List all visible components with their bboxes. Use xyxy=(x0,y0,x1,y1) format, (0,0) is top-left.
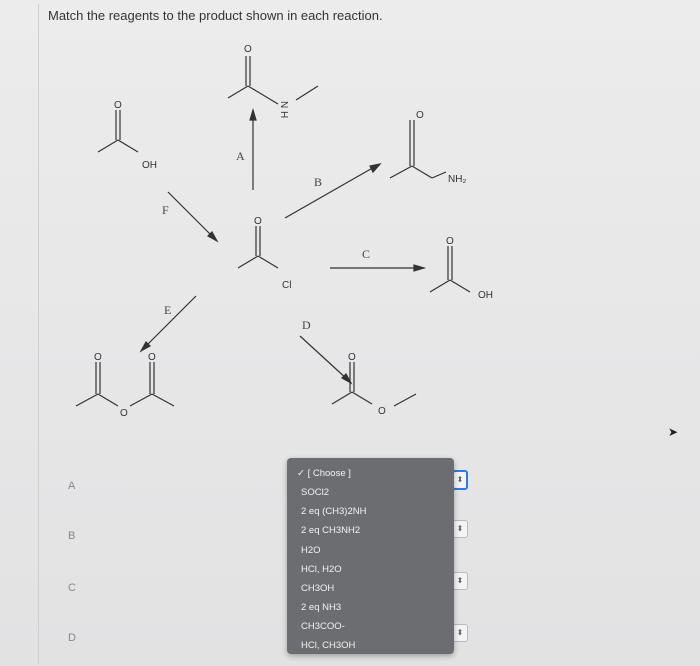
updown-icon: ⬍ xyxy=(456,524,464,533)
dropdown-option-methylamine[interactable]: 2 eq CH3NH2 xyxy=(301,525,361,536)
arrow-label-c: C xyxy=(362,247,371,261)
updown-icon: ⬍ xyxy=(456,628,464,637)
arrow-d xyxy=(300,318,351,383)
arrow-a xyxy=(236,110,256,190)
pointer-cursor-icon: ➤ xyxy=(668,425,679,439)
dropdown-option-dimethylamine[interactable]: 2 eq (CH3)2NH xyxy=(301,506,367,517)
reagent-select-a[interactable] xyxy=(452,470,468,490)
acid-right-o-label: O xyxy=(446,236,454,247)
acetic-acid-structure xyxy=(98,100,157,171)
dropdown-option-socl2[interactable]: SOCl2 xyxy=(301,487,329,498)
arrow-b xyxy=(285,164,380,218)
row-label-a: A xyxy=(68,480,76,492)
arrow-label-d: D xyxy=(302,318,311,332)
acetyl-chloride-structure xyxy=(238,216,291,291)
reagent-dropdown-menu[interactable] xyxy=(287,458,454,654)
dropdown-option-acetate[interactable]: CH3COO- xyxy=(301,621,345,632)
dropdown-option-choose[interactable]: ✓ [ Choose ] xyxy=(297,468,351,479)
ester-o2-label: O xyxy=(378,406,386,417)
updown-icon: ⬍ xyxy=(456,475,464,484)
row-label-c: C xyxy=(68,582,76,594)
acid-oh-label: OH xyxy=(142,160,157,171)
chloride-o-label: O xyxy=(254,216,262,227)
dropdown-option-hcl-h2o[interactable]: HCl, H2O xyxy=(301,564,342,575)
arrow-e xyxy=(141,296,196,351)
methyl-acetate-structure xyxy=(332,352,416,417)
reagent-select-d[interactable] xyxy=(452,624,468,642)
row-label-b: B xyxy=(68,530,76,542)
acid-o-label: O xyxy=(114,100,122,111)
dimethylacetamide-structure xyxy=(390,110,446,178)
n-methylacetamide-structure xyxy=(228,44,318,118)
chloride-cl-label: Cl xyxy=(282,280,292,291)
dropdown-option-h2o[interactable]: H2O xyxy=(301,545,321,556)
dropdown-option-nh3[interactable]: 2 eq NH3 xyxy=(301,602,342,613)
reagent-select-c[interactable] xyxy=(452,572,468,590)
acetic-anhydride-structure xyxy=(76,352,174,419)
reagent-select-b[interactable] xyxy=(452,520,468,538)
arrow-f xyxy=(162,192,217,241)
arrow-label-f: F xyxy=(162,203,169,217)
dropdown-option-ch3oh[interactable]: CH3OH xyxy=(301,583,335,594)
amide-h-label: H xyxy=(278,111,289,119)
amide-o-label: O xyxy=(244,44,252,55)
updown-icon: ⬍ xyxy=(456,576,464,585)
anhydride-o1-label: O xyxy=(94,352,102,363)
ester-o1-label: O xyxy=(348,352,356,363)
arrow-c xyxy=(330,247,424,271)
acetic-acid-right-structure xyxy=(430,236,493,301)
question-title: Match the reagents to the product shown in each reaction. xyxy=(48,8,383,23)
anhydride-o2-label: O xyxy=(148,352,156,363)
acid-right-oh-label: OH xyxy=(478,290,493,301)
dropdown-option-hcl-ch3oh[interactable]: HCl, CH3OH xyxy=(301,640,356,651)
arrow-label-a: A xyxy=(236,149,245,163)
dma-o-label: O xyxy=(416,110,424,121)
amide-n-label: N xyxy=(278,101,289,109)
arrow-label-e: E xyxy=(164,303,172,317)
arrow-label-b: B xyxy=(314,175,323,189)
anhydride-o3-label: O xyxy=(120,408,128,419)
acetamide-nh2-label: NH₂ xyxy=(448,174,467,185)
row-label-d: D xyxy=(68,632,76,644)
